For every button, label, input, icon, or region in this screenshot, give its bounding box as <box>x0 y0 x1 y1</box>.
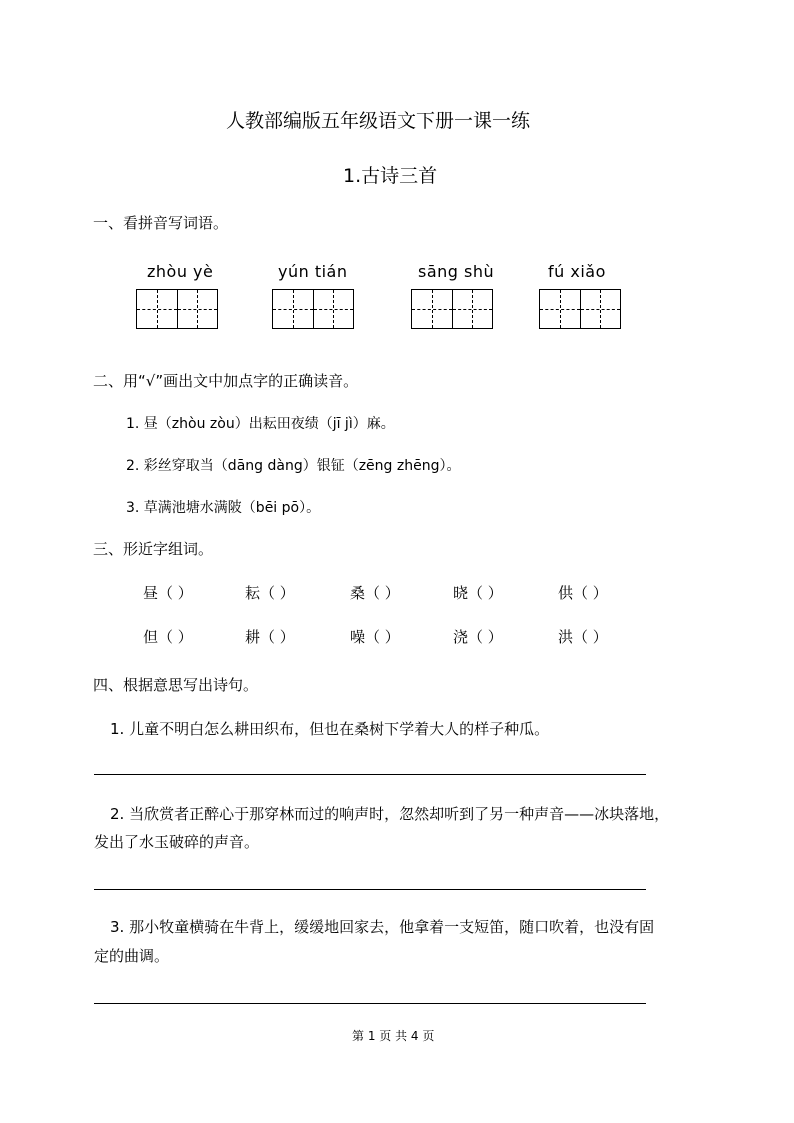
char-item-r1-4: 晓（ ） <box>453 584 503 602</box>
page-footer: 第 1 页 共 4 页 <box>352 1029 435 1043</box>
section4-question-1: 1. 儿童不明白怎么耕田织布，但也在桑树下学着大人的样子种瓜。 <box>110 720 550 738</box>
char-item-r2-3: 噪（ ） <box>350 628 400 646</box>
section1-heading: 一、看拼音写词语。 <box>93 214 229 232</box>
section2-heading: 二、用“√”画出文中加点字的正确读音。 <box>93 372 359 390</box>
writing-grid-4[interactable] <box>539 289 621 329</box>
char-item-r1-2: 耘（ ） <box>245 584 295 602</box>
pinyin-3: sāng shù <box>418 262 495 281</box>
answer-line-2[interactable] <box>94 889 646 890</box>
writing-grid-3[interactable] <box>411 289 493 329</box>
char-item-r2-1: 但（ ） <box>143 628 193 646</box>
lesson-title: 1.古诗三首 <box>343 165 438 187</box>
writing-grid-2[interactable] <box>272 289 354 329</box>
section4-heading: 四、根据意思写出诗句。 <box>93 676 259 694</box>
answer-line-1[interactable] <box>94 774 646 775</box>
pinyin-1: zhòu yè <box>147 262 214 281</box>
section4-question-2-line1: 2. 当欣赏者正醉心于那穿林而过的响声时，忽然却听到了另一种声音——冰块落地， <box>110 805 670 823</box>
pinyin-2: yún tián <box>278 262 348 281</box>
char-item-r1-3: 桑（ ） <box>350 584 400 602</box>
char-item-r1-1: 昼（ ） <box>143 584 193 602</box>
char-item-r2-4: 浇（ ） <box>453 628 503 646</box>
document-title: 人教部编版五年级语文下册一课一练 <box>226 110 531 132</box>
section2-question-2: 2. 彩丝穿取当（dāng dàng）银钲（zēng zhēng）。 <box>126 458 461 474</box>
pinyin-4: fú xiǎo <box>548 262 606 281</box>
section4-question-2-line2: 发出了水玉破碎的声音。 <box>94 833 260 851</box>
answer-line-3[interactable] <box>94 1003 646 1004</box>
section2-question-3: 3. 草满池塘水满陂（bēi pō）。 <box>126 500 321 516</box>
writing-grid-1[interactable] <box>136 289 218 329</box>
section3-heading: 三、形近字组词。 <box>93 540 214 558</box>
char-item-r2-2: 耕（ ） <box>245 628 295 646</box>
section2-question-1: 1. 昼（zhòu zòu）出耘田夜绩（jī jì）麻。 <box>126 416 395 432</box>
section4-question-3-line1: 3. 那小牧童横骑在牛背上，缓缓地回家去，他拿着一支短笛，随口吹着，也没有固 <box>110 918 655 936</box>
char-item-r1-5: 供（ ） <box>558 584 608 602</box>
section4-question-3-line2: 定的曲调。 <box>94 947 170 965</box>
char-item-r2-5: 洪（ ） <box>558 628 608 646</box>
